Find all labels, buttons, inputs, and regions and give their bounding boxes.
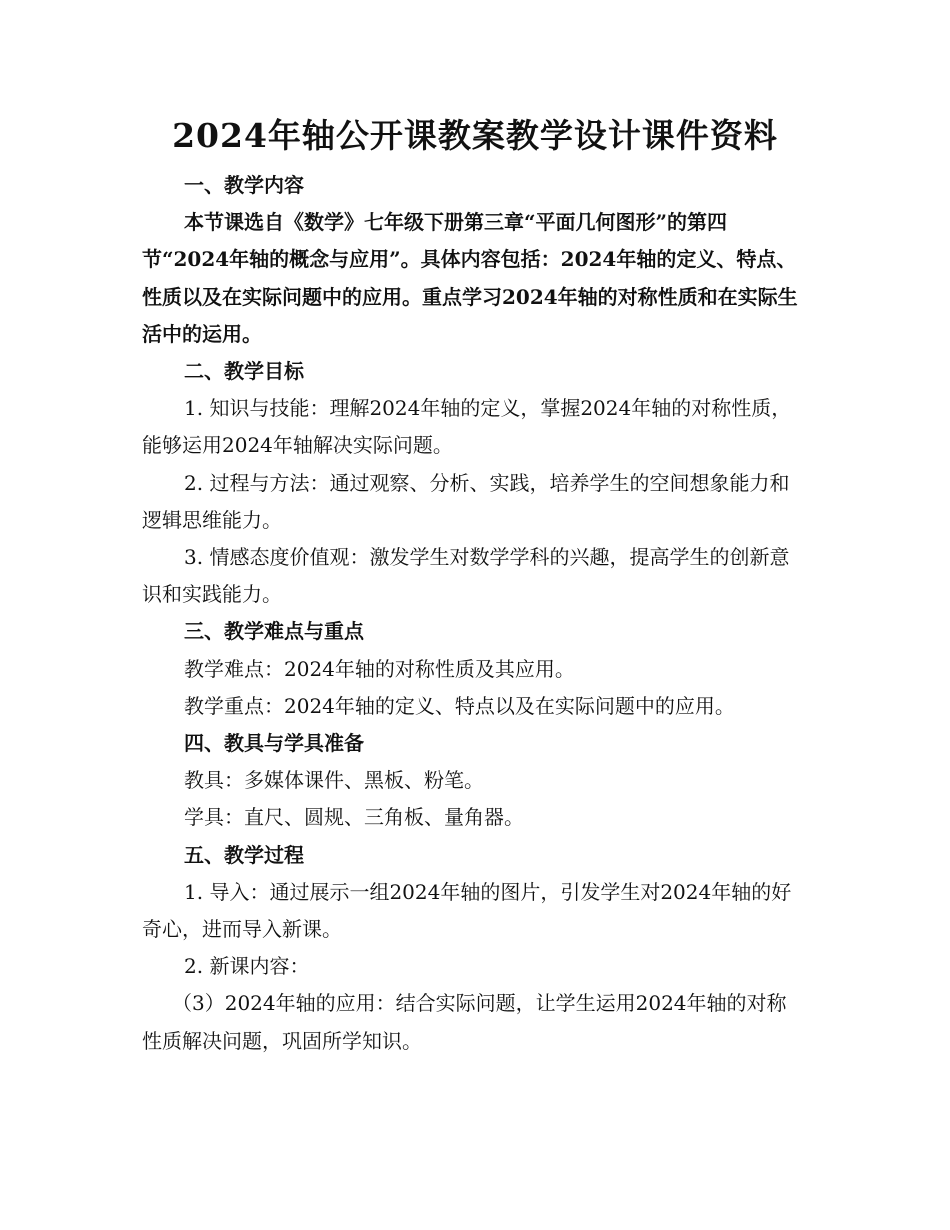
section-heading-tools: 四、教具与学具准备 bbox=[184, 731, 364, 756]
paragraph-introduction: 1. 导入：通过展示一组2024年轴的图片，引发学生对2024年轴的好奇心，进而导入新课。 bbox=[142, 879, 792, 942]
paragraph-teacher-tools: 教具：多媒体课件、黑板、粉笔。 bbox=[184, 768, 484, 793]
paragraph-key-point: 教学重点：2024年轴的定义、特点以及在实际问题中的应用。 bbox=[184, 693, 735, 718]
paragraph-goal-knowledge: 1. 知识与技能：理解2024年轴的定义，掌握2024年轴的对称性质，能够运用2024年轴解决实际问题。 bbox=[142, 396, 792, 458]
section-heading-difficulties: 三、教学难点与重点 bbox=[184, 619, 364, 644]
section-heading-teaching-content: 一、教学内容 bbox=[184, 173, 304, 197]
document-title: 2024年轴公开课教案教学设计课件资料 bbox=[172, 116, 778, 155]
section-heading-teaching-goals: 二、教学目标 bbox=[184, 359, 304, 384]
paragraph-new-content: 2. 新课内容： bbox=[184, 954, 310, 979]
paragraph-course-intro: 本节课选自《数学》七年级下册第三章“平面几何图形”的第四节“2024年轴的概念与应用”。具体内容包括：2024年轴的定义、特点、性质以及在实际问题中的应用。重点学习2024年轴的对称性质和在实际生活中的运用。 bbox=[142, 210, 798, 346]
document-body bbox=[142, 167, 804, 1060]
section-heading-process: 五、教学过程 bbox=[184, 842, 304, 867]
paragraph-goal-process: 2. 过程与方法：通过观察、分析、实践，培养学生的空间想象能力和逻辑思维能力。 bbox=[142, 470, 790, 532]
paragraph-goal-attitude: 3. 情感态度价值观：激发学生对数学学科的兴趣，提高学生的创新意识和实践能力。 bbox=[142, 545, 790, 607]
paragraph-student-tools: 学具：直尺、圆规、三角板、量角器。 bbox=[184, 805, 524, 830]
paragraph-application: （3）2024年轴的应用：结合实际问题，让学生运用2024年轴的对称性质解决问题，巩固所学知识。 bbox=[142, 991, 787, 1053]
paragraph-difficulty: 教学难点：2024年轴的对称性质及其应用。 bbox=[184, 656, 575, 681]
